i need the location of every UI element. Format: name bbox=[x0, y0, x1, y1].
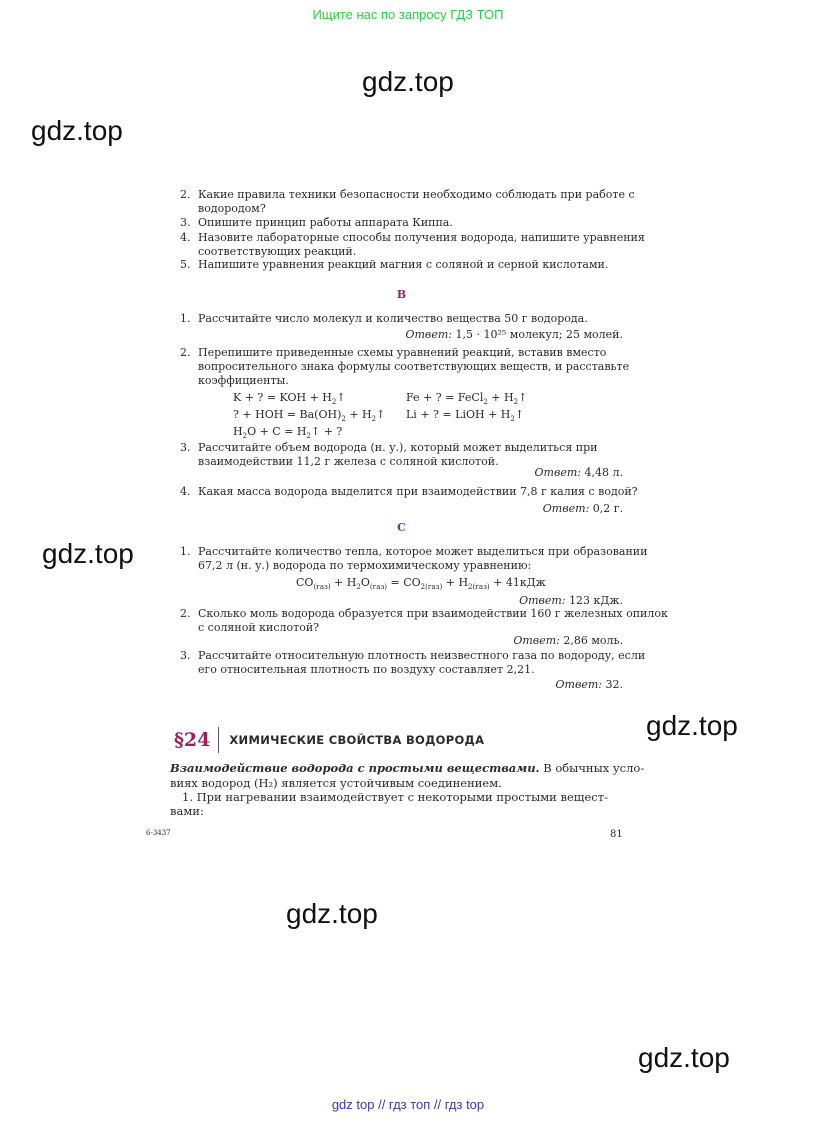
question-b4: 4. Какая масса водорода выделится при взаимодействии 7,8 г калия с водой? bbox=[180, 485, 638, 498]
watermark: gdz.top bbox=[638, 1042, 730, 1073]
equation-b2-4: Li + ? = LiOH + $H_2↑$ bbox=[406, 408, 525, 424]
question-a2: 2. Какие правила техники безопасности необходимо соблюдать при работе с bbox=[180, 188, 635, 201]
question-b3: 3. Рассчитайте объем водорода (н. у.), который может выделиться при bbox=[180, 441, 598, 454]
level-c-heading: C bbox=[397, 521, 406, 534]
question-a4: 4. Назовите лабораторные способы получения водорода, напишите уравнения bbox=[180, 231, 645, 244]
watermark: gdz.top bbox=[362, 66, 454, 97]
section-number: §24 bbox=[174, 729, 211, 751]
page-number: 81 bbox=[610, 829, 623, 840]
page-code: 6-3437 bbox=[146, 829, 171, 837]
footer-links[interactable]: gdz top // гдз топ // гдз top bbox=[331, 1097, 485, 1112]
answer-b3: Ответ: 4,48 л. bbox=[534, 466, 623, 479]
textbook-page: 2. Какие правила техники безопасности необходимо соблюдать при работе с водородом? 3. Опишите принцип работы аппарата Киппа. 4. Назовите лабораторные способы получения водорода, напишите уравнения соответствующих реакций. 5. Напишите уравнения реакций магния с соляной и серной кислотами. B 1. Рассчитайте число молекул и количество вещества 50 г водорода. Ответ: 1,5 · 10²⁵ молекул; 25 молей. 2. Перепишите приведенные схемы уравнений реакций, вставив вместо вопросительного знака формулы соответствующих веществ, и расставьте коэффициенты. K + ? = KOH + $H_2↑$ Fe + ? = FeCl$_2$ + $H_2↑$ ? + HOH = $Ba(OH)_2$ + $H_2↑$ Li + ? = LiOH + $H_2↑$ $H_2O + C$ = $H_2↑$ + ? 3. Рассчитайте объем водорода (н. у.), который может выделиться при взаимодействии 11,2 г железа с соляной кислотой. Ответ: 4,48 л. 4. Какая масса водорода выделится при взаимодействии 7,8 г калия с водой? Ответ: 0,2 г. C 1. Рассчитайте количество тепла, которое может выделиться при образовании 67,2 л (н. у.) водорода по термохимическому уравнению: $CO_{(газ)} + H_2O_{(газ)} = CO_{2(газ)} + H_{2(газ)} + 41кДж$ Ответ: 123 кДж. 2. Сколько моль водорода образуется при взаимодействии 160 г железных опилок с соляной кислотой? Ответ: 2,86 моль. 3. Рассчитайте относительную плотность неизвестного газа по водороду, если его относительная плотность по воздуху составляет 2,21. Ответ: 32. bbox=[180, 188, 668, 691]
question-a3: 3. Опишите принцип работы аппарата Киппа. bbox=[180, 216, 453, 229]
answer-c2: Ответ: 2,86 моль. bbox=[513, 634, 623, 647]
watermark: gdz.top bbox=[286, 898, 378, 929]
equation-b2-2: Fe + ? = FeCl$_2$ + $H_2↑$ bbox=[406, 391, 528, 407]
question-c2: 2. Сколько моль водорода образуется при взаимодействии 160 г железных опилок bbox=[180, 607, 668, 620]
section-title: ХИМИЧЕСКИЕ СВОЙСТВА ВОДОРОДА bbox=[229, 733, 485, 747]
answer-b4: Ответ: 0,2 г. bbox=[542, 502, 623, 515]
section-heading bbox=[174, 727, 484, 753]
section-divider bbox=[218, 727, 219, 753]
question-b1: 1. Рассчитайте число молекул и количество вещества 50 г водорода. bbox=[180, 312, 588, 325]
answer-b1: Ответ: 1,5 · 10²⁵ молекул; 25 молей. bbox=[405, 328, 623, 341]
question-c1: 1. Рассчитайте количество тепла, которое может выделиться при образовании bbox=[180, 545, 648, 558]
level-b-heading: B bbox=[396, 288, 407, 301]
answer-c3: Ответ: 32. bbox=[555, 678, 623, 691]
watermark: gdz.top bbox=[42, 538, 134, 569]
equation-b2-3: ? + HOH = $Ba(OH)_2$ + $H_2↑$ bbox=[233, 408, 386, 424]
question-b2: 2. Перепишите приведенные схемы уравнений реакций, вставив вместо bbox=[180, 346, 607, 359]
equation-b2-1: K + ? = KOH + $H_2↑$ bbox=[233, 391, 346, 407]
equation-b2-5: $H_2O + C$ = $H_2↑$ + ? bbox=[233, 425, 343, 441]
watermark: gdz.top bbox=[31, 115, 123, 146]
top-banner-link[interactable]: Ищите нас по запросу ГДЗ ТОП bbox=[312, 7, 504, 22]
question-c3: 3. Рассчитайте относительную плотность неизвестного газа по водороду, если bbox=[180, 649, 646, 662]
answer-c1: Ответ: 123 кДж. bbox=[519, 594, 623, 607]
watermark: gdz.top bbox=[646, 710, 738, 741]
question-a5: 5. Напишите уравнения реакций магния с соляной и серной кислотами. bbox=[180, 258, 609, 271]
thermochemical-equation: $CO_{(газ)} + H_2O_{(газ)} = CO_{2(газ)} + H_{2(газ)} + 41кДж$ bbox=[296, 576, 546, 592]
